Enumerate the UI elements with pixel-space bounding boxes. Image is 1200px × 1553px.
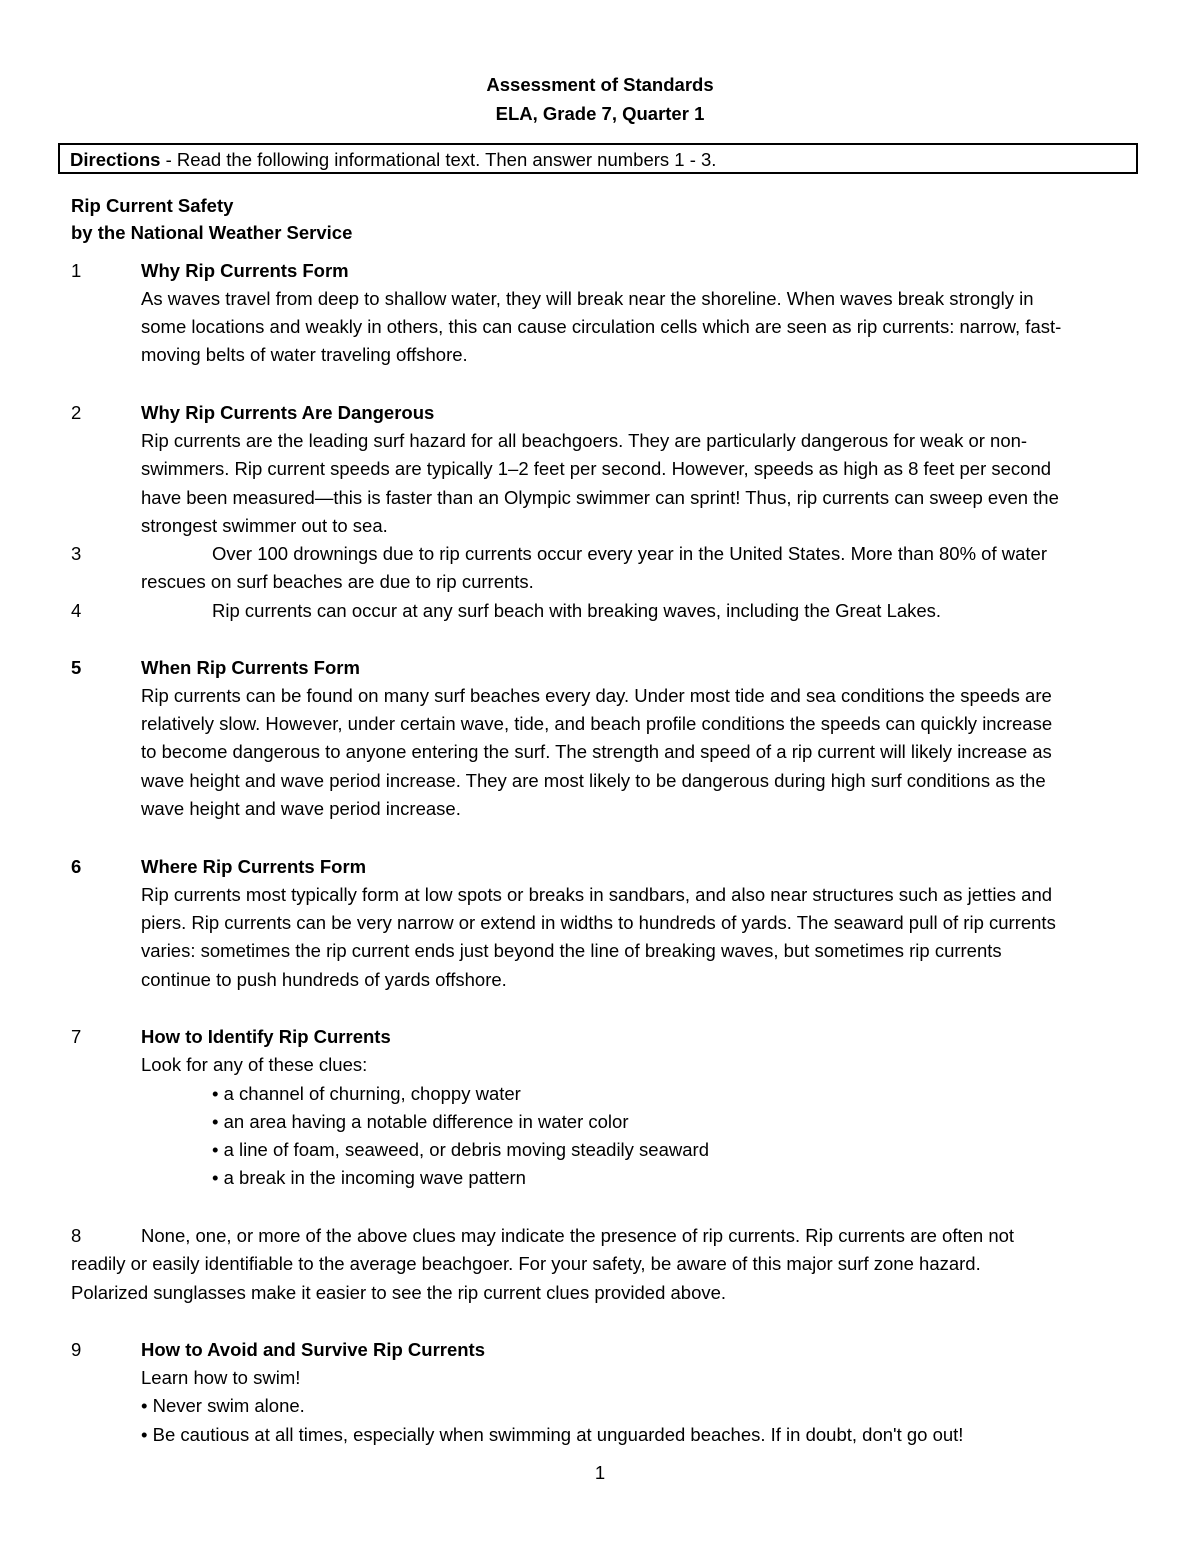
paragraph-line: to become dangerous to anyone entering the surf. The strength and speed of a rip current will likely increase as bbox=[141, 741, 1052, 762]
paragraph-number: 8 bbox=[71, 1225, 82, 1246]
directions-box bbox=[58, 143, 1138, 174]
article-title: Rip Current Safety bbox=[71, 195, 234, 216]
paragraph-line: swimmers. Rip current speeds are typically 1–2 feet per second. However, speeds as high as 8 feet per second bbox=[141, 458, 1052, 479]
list-item: • a line of foam, seaweed, or debris moving steadily seaward bbox=[212, 1139, 709, 1160]
section-heading: How to Avoid and Survive Rip Currents bbox=[141, 1339, 486, 1360]
article-byline: by the National Weather Service bbox=[71, 222, 353, 243]
paragraph-number: 6 bbox=[71, 856, 82, 877]
paragraph-line: some locations and weakly in others, this can cause circulation cells which are seen as rip currents: narrow, fast- bbox=[141, 316, 1062, 337]
paragraph-line: wave height and wave period increase. bbox=[141, 798, 461, 819]
section-heading: How to Identify Rip Currents bbox=[141, 1026, 391, 1047]
paragraph-line: As waves travel from deep to shallow water, they will break near the shoreline. When waves break strongly in bbox=[141, 288, 1034, 309]
section-heading: Why Rip Currents Form bbox=[141, 260, 349, 281]
page-title: Assessment of Standards bbox=[486, 74, 714, 95]
paragraph-number: 1 bbox=[71, 260, 82, 281]
paragraph-line: Over 100 drownings due to rip currents occur every year in the United States. More than 80% of water bbox=[212, 543, 1047, 564]
page-number: 1 bbox=[594, 1462, 606, 1483]
paragraph-line: Rip currents can occur at any surf beach with breaking waves, including the Great Lakes. bbox=[212, 600, 942, 621]
paragraph-number: 9 bbox=[71, 1339, 82, 1360]
paragraph-line: Learn how to swim! bbox=[141, 1367, 301, 1388]
paragraph-line: Rip currents can be found on many surf beaches every day. Under most tide and sea conditions the speeds are bbox=[141, 685, 1052, 706]
paragraph-line: moving belts of water traveling offshore. bbox=[141, 344, 468, 365]
paragraph-number: 5 bbox=[71, 657, 82, 678]
list-item: • Be cautious at all times, especially when swimming at unguarded beaches. If in doubt, don't go out! bbox=[141, 1424, 964, 1445]
paragraph-line: None, one, or more of the above clues may indicate the presence of rip currents. Rip currents are often not bbox=[141, 1225, 1015, 1246]
paragraph-line: wave height and wave period increase. They are most likely to be dangerous during high surf conditions as the bbox=[141, 770, 1046, 791]
paragraph-line: readily or easily identifiable to the average beachgoer. For your safety, be aware of this major surf zone hazard. bbox=[71, 1253, 981, 1274]
section-heading: Why Rip Currents Are Dangerous bbox=[141, 402, 435, 423]
paragraph-number: 2 bbox=[71, 402, 82, 423]
section-heading: Where Rip Currents Form bbox=[141, 856, 367, 877]
paragraph-line: Rip currents are the leading surf hazard for all beachgoers. They are particularly dangerous for weak or non- bbox=[141, 430, 1028, 451]
list-item: • a channel of churning, choppy water bbox=[212, 1083, 521, 1104]
paragraph-line: relatively slow. However, under certain wave, tide, and beach profile conditions the speeds can quickly increase bbox=[141, 713, 1053, 734]
list-item: • Never swim alone. bbox=[141, 1395, 305, 1416]
paragraph-number: 4 bbox=[71, 600, 82, 621]
list-item: • a break in the incoming wave pattern bbox=[212, 1167, 526, 1188]
page-subtitle: ELA, Grade 7, Quarter 1 bbox=[495, 103, 705, 124]
list-item: • an area having a notable difference in water color bbox=[212, 1111, 629, 1132]
paragraph-line: Look for any of these clues: bbox=[141, 1054, 368, 1075]
paragraph-line: rescues on surf beaches are due to rip currents. bbox=[141, 571, 534, 592]
section-heading: When Rip Currents Form bbox=[141, 657, 360, 678]
paragraph-line: piers. Rip currents can be very narrow or extend in widths to hundreds of yards. The seaward pull of rip currents bbox=[141, 912, 1056, 933]
directions-text bbox=[70, 149, 716, 171]
paragraph-line: continue to push hundreds of yards offshore. bbox=[141, 969, 507, 990]
paragraph-line: Polarized sunglasses make it easier to see the rip current clues provided above. bbox=[71, 1282, 727, 1303]
paragraph-line: Rip currents most typically form at low spots or breaks in sandbars, and also near structures such as jetties and bbox=[141, 884, 1053, 905]
directions-body: - Read the following informational text. Then answer numbers 1 - 3. bbox=[160, 149, 717, 170]
paragraph-line: have been measured—this is faster than an Olympic swimmer can sprint! Thus, rip currents can sweep even the bbox=[141, 487, 1059, 508]
paragraph-number: 7 bbox=[71, 1026, 82, 1047]
paragraph-line: varies: sometimes the rip current ends just beyond the line of breaking waves, but sometimes rip currents bbox=[141, 940, 1002, 961]
paragraph-line: strongest swimmer out to sea. bbox=[141, 515, 388, 536]
directions-label: Directions bbox=[70, 149, 161, 170]
paragraph-number: 3 bbox=[71, 543, 82, 564]
